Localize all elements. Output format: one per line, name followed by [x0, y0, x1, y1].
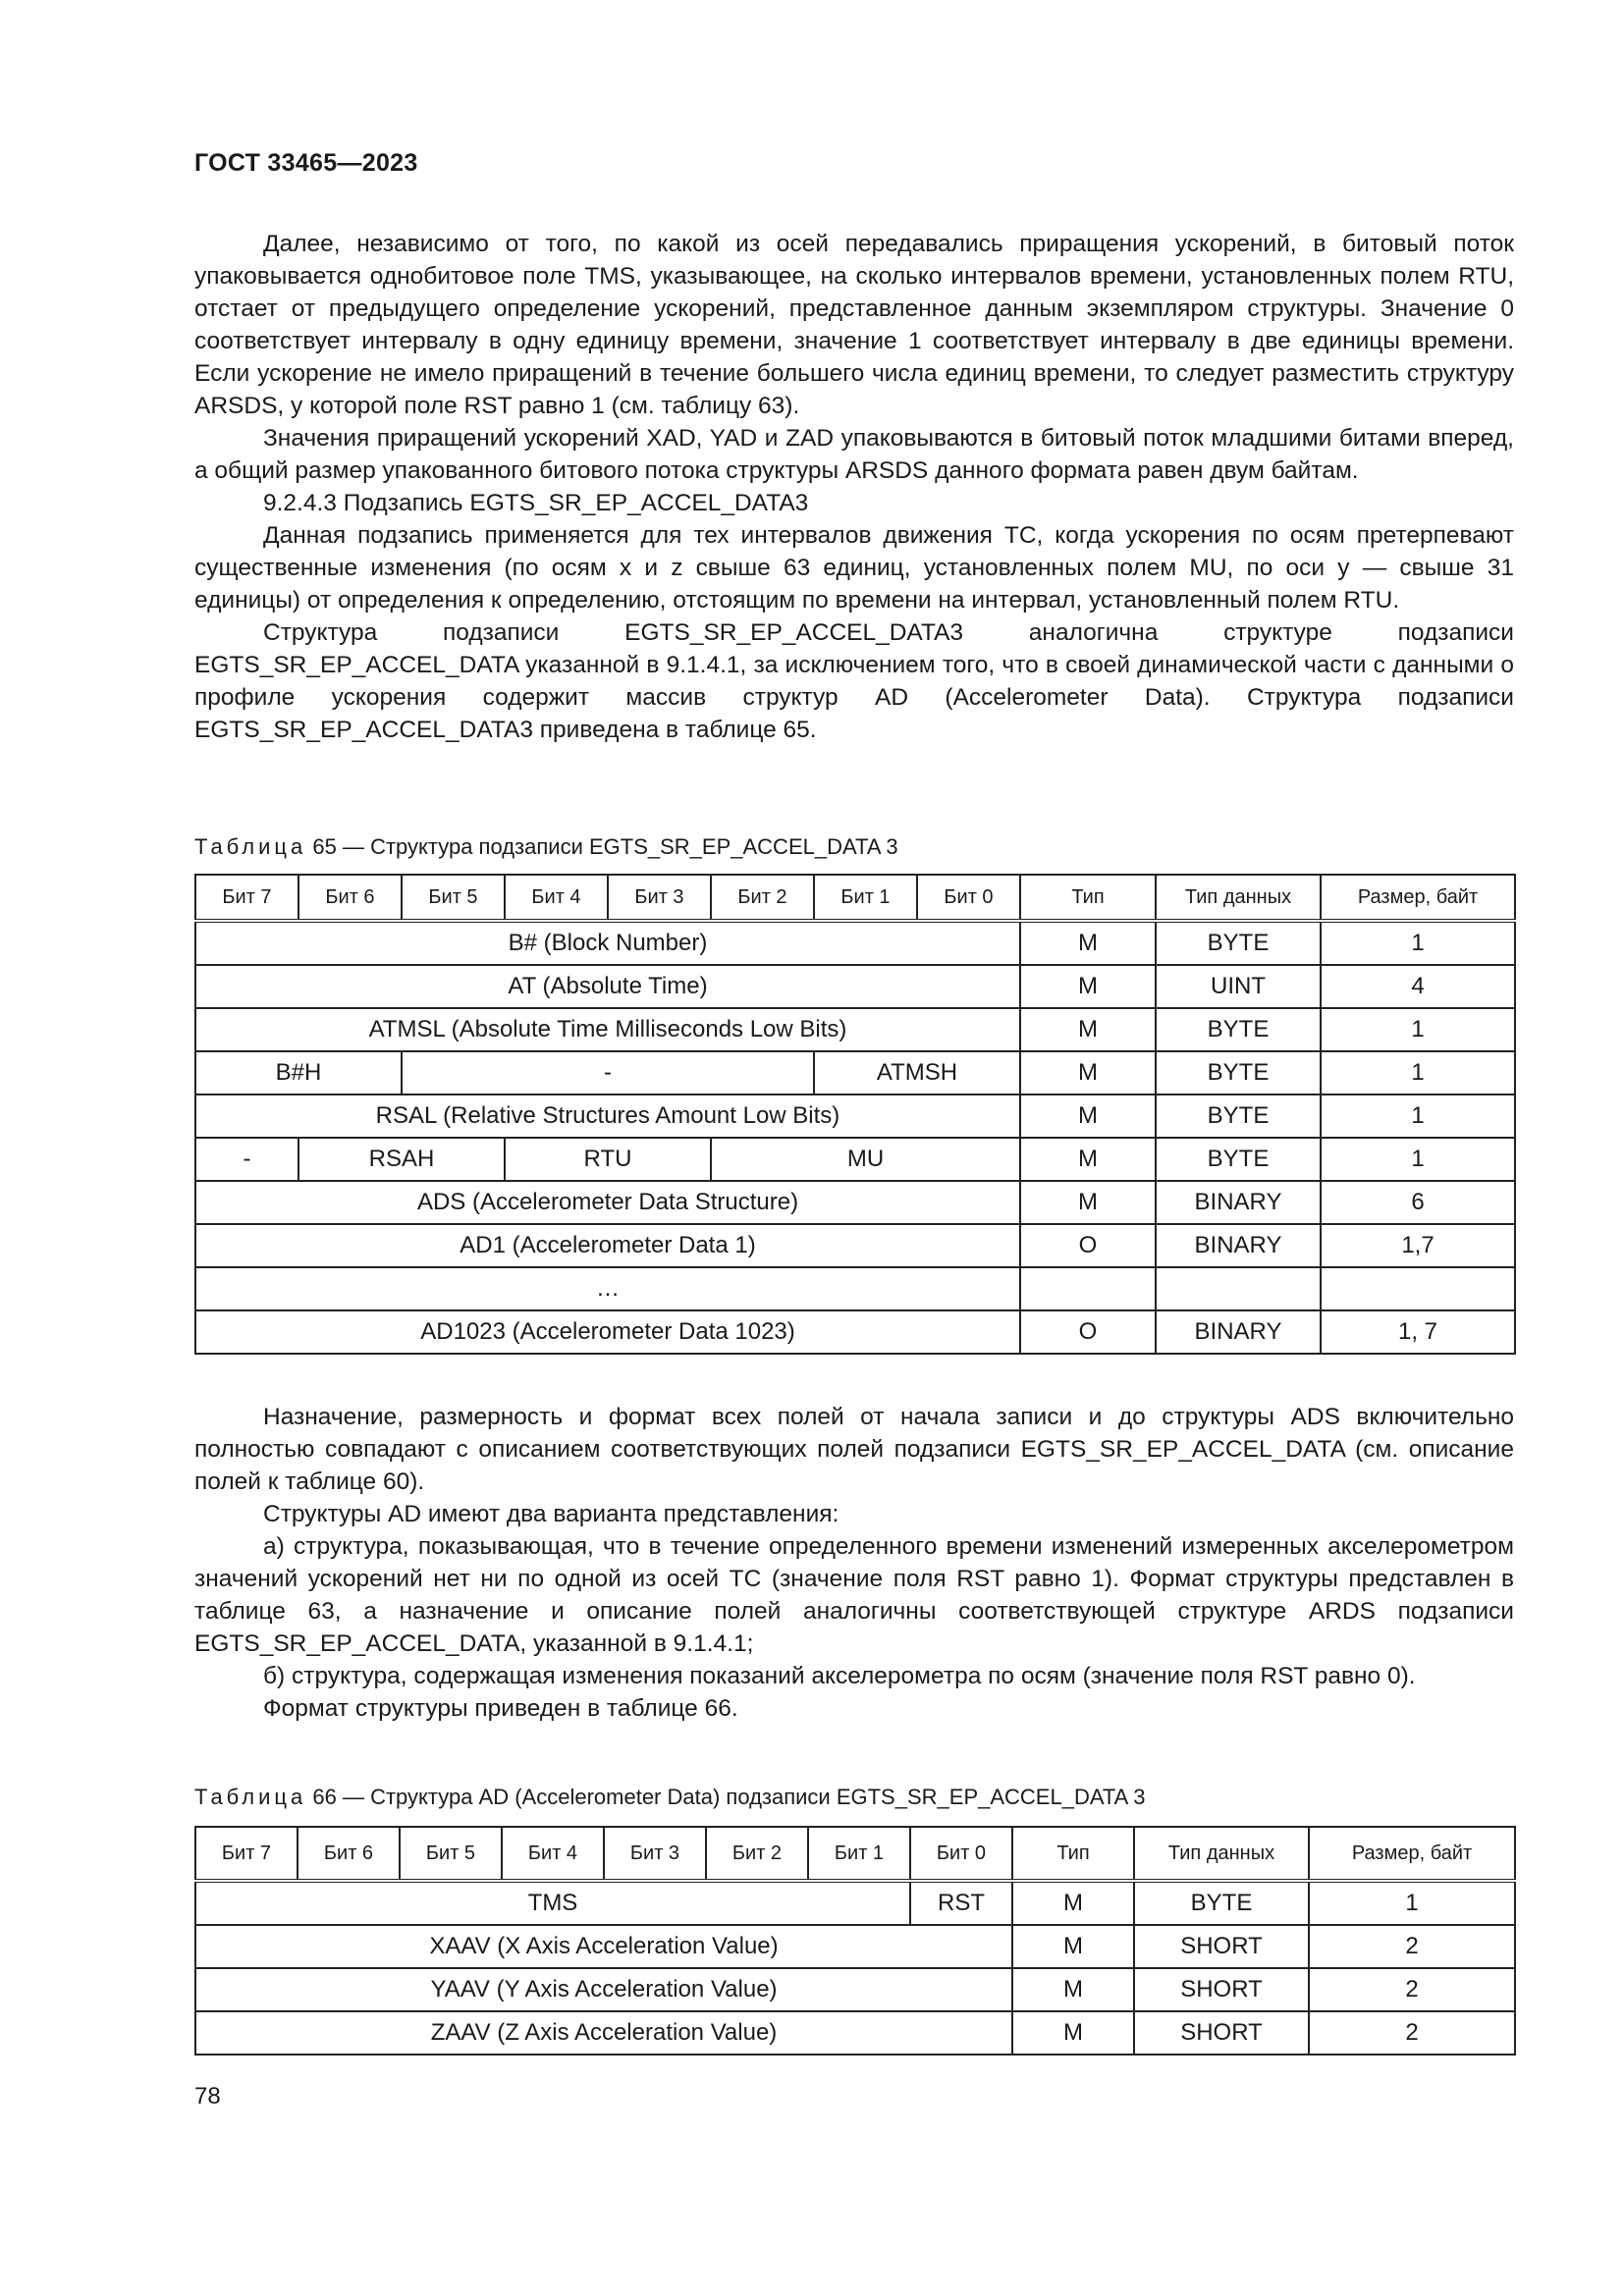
size-cell: 1,7	[1321, 1224, 1515, 1267]
header-cell: Тип	[1020, 875, 1156, 921]
type-cell: M	[1020, 1095, 1156, 1138]
datatype-cell: BYTE	[1156, 921, 1321, 965]
table-row	[195, 1968, 1515, 2011]
field-cell: ZAAV (Z Axis Acceleration Value)	[195, 2011, 1012, 2055]
field-cell: ATMSL (Absolute Time Milliseconds Low Bits)	[195, 1008, 1020, 1051]
table-row	[195, 921, 1515, 965]
paragraph: Назначение, размерность и формат всех полей от начала записи и до структуры ADS включительно полностью совпадают с описанием соответствующих полей подзаписи EGTS_SR_EP_ACCEL_DATA (см. описание полей к таблице 60).	[194, 1404, 1514, 1495]
field-cell: AT (Absolute Time)	[195, 965, 1020, 1008]
datatype-cell: BYTE	[1134, 1881, 1309, 1925]
header-cell: Бит 6	[298, 875, 402, 921]
header-cell: Бит 6	[298, 1827, 400, 1881]
field-cell: XAAV (X Axis Acceleration Value)	[195, 1925, 1012, 1968]
header-cell: Бит 0	[917, 875, 1020, 921]
field-cell: RSAH	[298, 1138, 505, 1181]
field-cell: RST	[910, 1881, 1012, 1925]
datatype-cell: BINARY	[1156, 1224, 1321, 1267]
header-cell: Бит 2	[711, 875, 814, 921]
size-cell	[1321, 1267, 1515, 1310]
field-cell: ADS (Accelerometer Data Structure)	[195, 1181, 1020, 1224]
type-cell: M	[1020, 1008, 1156, 1051]
field-cell: …	[195, 1267, 1020, 1310]
header-cell: Бит 7	[195, 875, 298, 921]
type-cell: M	[1012, 1925, 1134, 1968]
datatype-cell: BYTE	[1156, 1138, 1321, 1181]
type-cell: M	[1020, 965, 1156, 1008]
paragraph: Формат структуры приведен в таблице 66.	[263, 1695, 738, 1722]
size-cell: 1	[1321, 921, 1515, 965]
field-cell: AD1023 (Accelerometer Data 1023)	[195, 1310, 1020, 1354]
type-cell: M	[1020, 1181, 1156, 1224]
datatype-cell	[1156, 1267, 1321, 1310]
field-cell: -	[195, 1138, 298, 1181]
table-row	[195, 965, 1515, 1008]
header-cell: Тип данных	[1134, 1827, 1309, 1881]
datatype-cell: BYTE	[1156, 1008, 1321, 1051]
size-cell: 2	[1309, 1968, 1515, 2011]
table-row	[195, 1138, 1515, 1181]
size-cell: 1	[1321, 1008, 1515, 1051]
header-cell: Бит 0	[910, 1827, 1012, 1881]
table-65	[194, 874, 1516, 1355]
table-row	[195, 1181, 1515, 1224]
table-row	[195, 1310, 1515, 1354]
field-cell: RTU	[505, 1138, 711, 1181]
caption-label: Таблица	[194, 834, 307, 859]
table-row	[195, 1224, 1515, 1267]
field-cell: YAAV (Y Axis Acceleration Value)	[195, 1968, 1012, 2011]
datatype-cell: BINARY	[1156, 1181, 1321, 1224]
type-cell: M	[1012, 2011, 1134, 2055]
paragraph: Данная подзапись применяется для тех интервалов движения ТС, когда ускорения по осям претерпевают существенные изменения (по осям x и z свыше 63 единиц, установленных полем MU, по оси y — свыше 31 единицы) от определения к определению, отстоящим по времени на интервал, установленный полем RTU.	[194, 522, 1514, 614]
field-cell: B#H	[195, 1051, 402, 1095]
body-text-bottom	[194, 1401, 1514, 1725]
header-cell: Бит 3	[604, 1827, 706, 1881]
field-cell: RSAL (Relative Structures Amount Low Bits)	[195, 1095, 1020, 1138]
type-cell: M	[1020, 1138, 1156, 1181]
header-cell: Бит 2	[706, 1827, 808, 1881]
field-cell: B# (Block Number)	[195, 921, 1020, 965]
caption-label: Таблица	[194, 1785, 307, 1809]
body-text-top	[194, 228, 1514, 746]
field-cell: ATMSH	[814, 1051, 1020, 1095]
header-cell: Бит 5	[400, 1827, 502, 1881]
type-cell: M	[1012, 1881, 1134, 1925]
header-cell: Бит 5	[402, 875, 505, 921]
table-row	[195, 1925, 1515, 1968]
table-row	[195, 1095, 1515, 1138]
header-cell: Размер, байт	[1321, 875, 1515, 921]
paragraph: Значения приращений ускорений XAD, YAD и ZAD упаковываются в битовый поток младшими битами вперед, а общий размер упакованного битового потока структуры ARSDS данного формата равен двум байтам.	[194, 425, 1514, 484]
header-cell: Бит 4	[502, 1827, 604, 1881]
field-cell: TMS	[195, 1881, 910, 1925]
datatype-cell: SHORT	[1134, 1925, 1309, 1968]
table-65-caption	[194, 834, 898, 860]
size-cell: 6	[1321, 1181, 1515, 1224]
table-66	[194, 1826, 1516, 2056]
size-cell: 2	[1309, 1925, 1515, 1968]
header-cell: Бит 1	[808, 1827, 910, 1881]
header-cell: Тип данных	[1156, 875, 1321, 921]
header-cell: Бит 4	[505, 875, 608, 921]
table-row	[195, 1267, 1515, 1310]
field-cell: -	[402, 1051, 814, 1095]
section-heading: 9.2.4.3 Подзапись EGTS_SR_EP_ACCEL_DATA3	[263, 490, 809, 516]
size-cell: 2	[1309, 2011, 1515, 2055]
table-66-caption	[194, 1785, 1145, 1810]
datatype-cell: BYTE	[1156, 1051, 1321, 1095]
datatype-cell: BYTE	[1156, 1095, 1321, 1138]
table-header-row	[195, 1827, 1515, 1881]
size-cell: 1	[1321, 1095, 1515, 1138]
caption-text: 66 — Структура AD (Accelerometer Data) подзаписи EGTS_SR_EP_ACCEL_DATA 3	[306, 1785, 1146, 1809]
table-row	[195, 1008, 1515, 1051]
type-cell: M	[1020, 921, 1156, 965]
type-cell: O	[1020, 1310, 1156, 1354]
table-row	[195, 1051, 1515, 1095]
size-cell: 1	[1309, 1881, 1515, 1925]
caption-text: 65 — Структура подзаписи EGTS_SR_EP_ACCEL_DATA 3	[306, 834, 898, 859]
header-cell: Бит 1	[814, 875, 917, 921]
size-cell: 1	[1321, 1051, 1515, 1095]
datatype-cell: BINARY	[1156, 1310, 1321, 1354]
paragraph: Структуры AD имеют два варианта представления:	[263, 1501, 839, 1527]
type-cell: M	[1012, 1968, 1134, 2011]
document-header: ГОСТ 33465—2023	[194, 149, 418, 177]
list-item: а) структура, показывающая, что в течение определенного времени изменений измеренных акселерометром значений ускорений нет ни по одной из осей ТС (значение поля RST равно 1). Формат структуры представлен в таблице 63, а назначение и описание полей аналогичны соответствующей структуре ARDS подзаписи EGTS_SR_EP_ACCEL_DATA, указанной в 9.1.4.1;	[194, 1533, 1514, 1657]
type-cell	[1020, 1267, 1156, 1310]
header-cell: Бит 3	[608, 875, 711, 921]
type-cell: M	[1020, 1051, 1156, 1095]
table-row	[195, 1881, 1515, 1925]
datatype-cell: UINT	[1156, 965, 1321, 1008]
table-row	[195, 2011, 1515, 2055]
field-cell: AD1 (Accelerometer Data 1)	[195, 1224, 1020, 1267]
paragraph: Структура подзаписи EGTS_SR_EP_ACCEL_DATA3 аналогична структуре подзаписи EGTS_SR_EP_ACCEL_DATA указанной в 9.1.4.1, за исключением того, что в своей динамической части с данными о профиле ускорения содержит массив структур AD (Accelerometer Data). Структура подзаписи EGTS_SR_EP_ACCEL_DATA3 приведена в таблице 65.	[194, 619, 1514, 743]
table-header-row	[195, 875, 1515, 921]
header-cell: Бит 7	[195, 1827, 298, 1881]
list-item: б) структура, содержащая изменения показаний акселерометра по осям (значение поля RST равно 0).	[263, 1663, 1416, 1689]
datatype-cell: SHORT	[1134, 1968, 1309, 2011]
type-cell: O	[1020, 1224, 1156, 1267]
size-cell: 1	[1321, 1138, 1515, 1181]
page-number: 78	[194, 2083, 221, 2109]
header-cell: Размер, байт	[1309, 1827, 1515, 1881]
paragraph: Далее, независимо от того, по какой из осей передавались приращения ускорений, в битовый поток упаковывается однобитовое поле TMS, указывающее, на сколько интервалов времени, установленных полем RTU, отстает от предыдущего определение ускорений, представленное данным экземпляром структуры. Значение 0 соответствует интервалу в одну единицу времени, значение 1 соответствует интервалу в две единицы времени. Если ускорение не имело приращений в течение большего числа единиц времени, то следует разместить структуру ARSDS, у которой поле RST равно 1 (см. таблицу 63).	[194, 231, 1514, 419]
field-cell: MU	[711, 1138, 1020, 1181]
size-cell: 1, 7	[1321, 1310, 1515, 1354]
header-cell: Тип	[1012, 1827, 1134, 1881]
datatype-cell: SHORT	[1134, 2011, 1309, 2055]
size-cell: 4	[1321, 965, 1515, 1008]
